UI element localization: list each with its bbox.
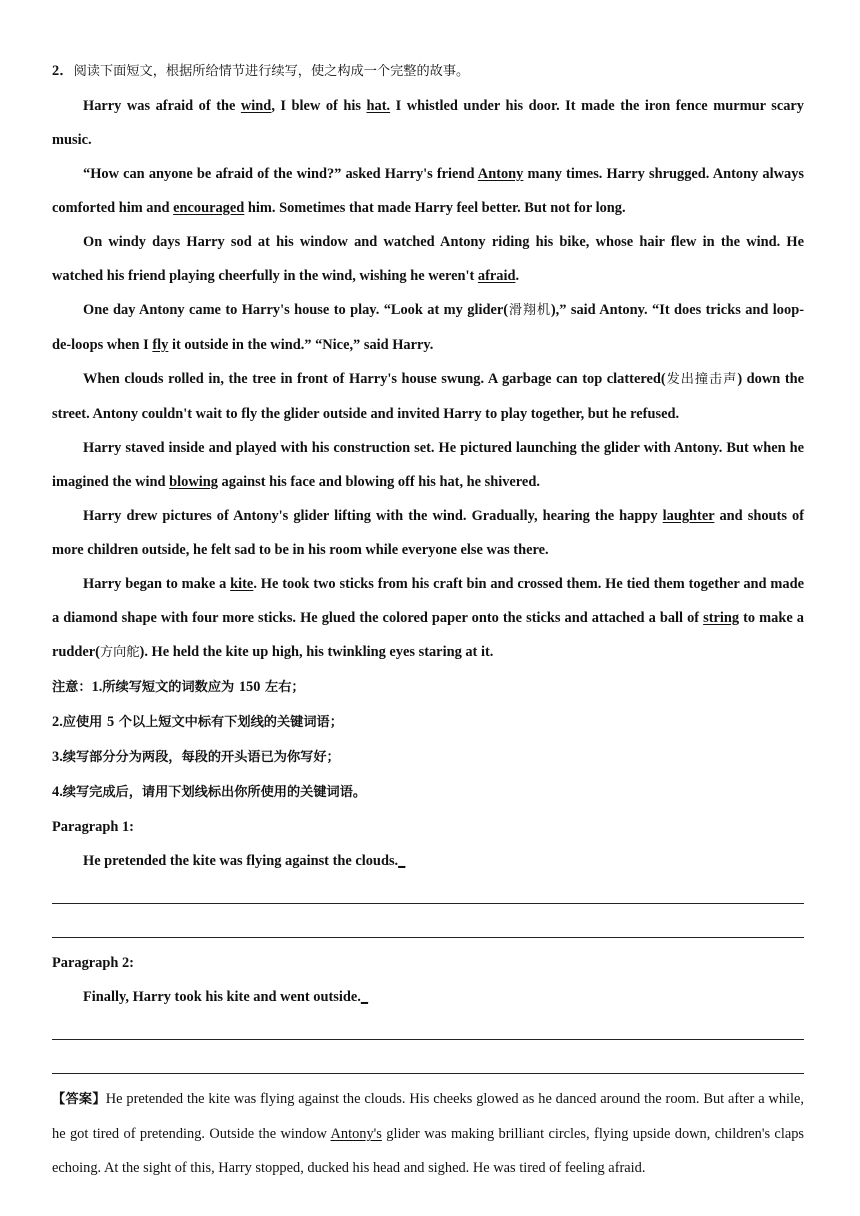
note-word-count: 150: [238, 679, 261, 695]
note-text: 所续写短文的词数应为: [102, 680, 239, 695]
note-1: [52, 670, 804, 705]
text-run: and shouts of more children outside, he felt sad to be in his room while everyone else was there.: [52, 508, 804, 558]
text-run: I whistled under his door. It made the iron fence murmur scary music.: [52, 98, 805, 148]
paragraph-2-opening: [52, 980, 804, 1014]
keyword-fly: fly: [152, 337, 169, 353]
writing-line[interactable]: [52, 878, 804, 912]
note-number: 2.: [52, 714, 63, 730]
writing-line[interactable]: [52, 1014, 804, 1048]
paragraph-1-opening: [52, 844, 804, 878]
story-paragraph-8: [52, 567, 804, 670]
answer-tag: 【答案】: [52, 1092, 106, 1107]
note-number: 4.: [52, 784, 63, 800]
answer-section: [52, 1082, 804, 1185]
answer-text: He pretended the kite was flying against the clouds. His cheeks glowed as he danced around the room. But after a while, he got tired of pretending. Outside the window: [52, 1091, 805, 1142]
text-run: Harry was afraid of the: [83, 98, 241, 114]
note-text: 续写部分分为两段，每段的开头语已为你写好；: [62, 750, 340, 765]
question-number: 2: [52, 63, 60, 79]
note-label: 注意：: [52, 680, 92, 695]
keyword-string: string: [703, 610, 740, 626]
text-run: , I blew of his: [271, 98, 367, 114]
story-paragraph-2: [52, 157, 804, 225]
story-paragraph-6: [52, 431, 804, 499]
text-run: him. Sometimes that made Harry feel better. But not for long.: [244, 200, 626, 216]
keyword-blowing: blowing: [169, 474, 218, 490]
note-4: [52, 775, 804, 810]
note-3: [52, 740, 804, 775]
opening-sentence: Finally, Harry took his kite and went outside.: [83, 989, 361, 1005]
blank-start: _: [360, 989, 369, 1005]
paragraph-1-label: Paragraph 1:: [52, 819, 134, 835]
story-paragraph-5: [52, 362, 804, 431]
text-run: When clouds rolled in, the tree in front of Harry's house swung. A garbage can top clattered(: [83, 371, 666, 387]
text-run: . He took two sticks from his craft bin and crossed them. He tied them together and made a diamond shape with four more sticks. He glued the colored paper onto the sticks and attached a ball of: [52, 576, 804, 626]
text-run: Harry drew pictures of Antony's glider lifting with the wind. Gradually, hearing the happy: [83, 508, 663, 524]
text-run: ). He held the kite up high, his twinkling eyes staring at it.: [139, 644, 494, 660]
story-paragraph-4: [52, 293, 804, 362]
answer-text: glider was making brilliant circles, flying upside down, children's claps echoing. At the sight of this, Harry stopped, ducked his head and sighed. He was tired of feeling afraid.: [52, 1126, 805, 1176]
paragraph-2-label: Paragraph 2:: [52, 955, 134, 971]
note-text: 应使用: [62, 715, 107, 730]
story-paragraph-1: [52, 89, 804, 157]
gloss-clattered: 发出撞击声: [665, 372, 738, 387]
note-text: 个以上短文中标有下划线的关键词语；: [114, 715, 343, 730]
text-run: On windy days Harry sod at his window and watched Antony riding his bike, whose hair flew in the wind. He watched his friend playing cheerfully in the wind, wishing he weren't: [52, 234, 804, 284]
opening-sentence: He pretended the kite was flying against the clouds.: [83, 853, 399, 869]
text-run: it outside in the wind.” “Nice,” said Harry.: [168, 337, 434, 353]
text-run: .: [515, 268, 520, 284]
question-instruction: 2．阅读下面短文，根据所给情节进行续写，使之构成一个完整的故事。: [52, 63, 470, 79]
blank-start: _: [398, 853, 406, 869]
text-run: Harry staved inside and played with his construction set. He pictured launching the glider with Antony. But when he imagined the wind: [52, 440, 804, 490]
text-run: against his face and blowing off his hat, he shivered.: [217, 474, 540, 490]
note-number: 3.: [52, 749, 63, 765]
text-run: One day Antony came to Harry's house to play. “Look at my glider(: [83, 302, 509, 318]
note-2: [52, 705, 804, 740]
instruction-text: 阅读下面短文，根据所给情节进行续写，使之构成一个完整的故事。: [73, 64, 470, 79]
keyword-afraid: afraid: [477, 268, 516, 284]
note-number: 1.: [91, 679, 103, 695]
keyword-hat: hat.: [366, 98, 391, 114]
note-text: 续写完成后，请用下划线标出你所使用的关键词语。: [62, 785, 367, 800]
note-text: 左右；: [260, 680, 305, 695]
note-keyword-count: 5: [106, 714, 115, 730]
text-run: “How can anyone be afraid of the wind?” asked Harry's friend: [83, 166, 478, 182]
keyword-kite: kite: [230, 576, 254, 592]
story-paragraph-7: [52, 499, 804, 567]
keyword-antonys: Antony's: [330, 1126, 382, 1142]
keyword-wind: wind: [240, 98, 272, 114]
writing-line[interactable]: [52, 912, 804, 946]
text-run: ,” said Antony. “It does tricks and loop-de-loops when I: [52, 302, 804, 353]
text-run: ) down the street. Antony couldn't wait to fly the glider outside and invited Harry to play together, but he refused.: [52, 371, 805, 422]
keyword-antony: Antony: [477, 166, 524, 182]
keyword-laughter: laughter: [662, 508, 715, 524]
keyword-encouraged: encouraged: [173, 200, 245, 216]
text-run: many times. Harry shrugged. Antony always comforted him and: [52, 166, 804, 216]
text-run: to make a rudder(: [52, 610, 804, 660]
text-run: Harry began to make a: [83, 576, 231, 592]
gloss-rudder: 方向舵: [99, 645, 140, 660]
text-run: ): [550, 302, 556, 318]
worksheet-page: [52, 54, 804, 1185]
writing-line[interactable]: [52, 1048, 804, 1082]
gloss-glider: 滑翔机: [508, 303, 551, 318]
story-paragraph-3: [52, 225, 804, 293]
